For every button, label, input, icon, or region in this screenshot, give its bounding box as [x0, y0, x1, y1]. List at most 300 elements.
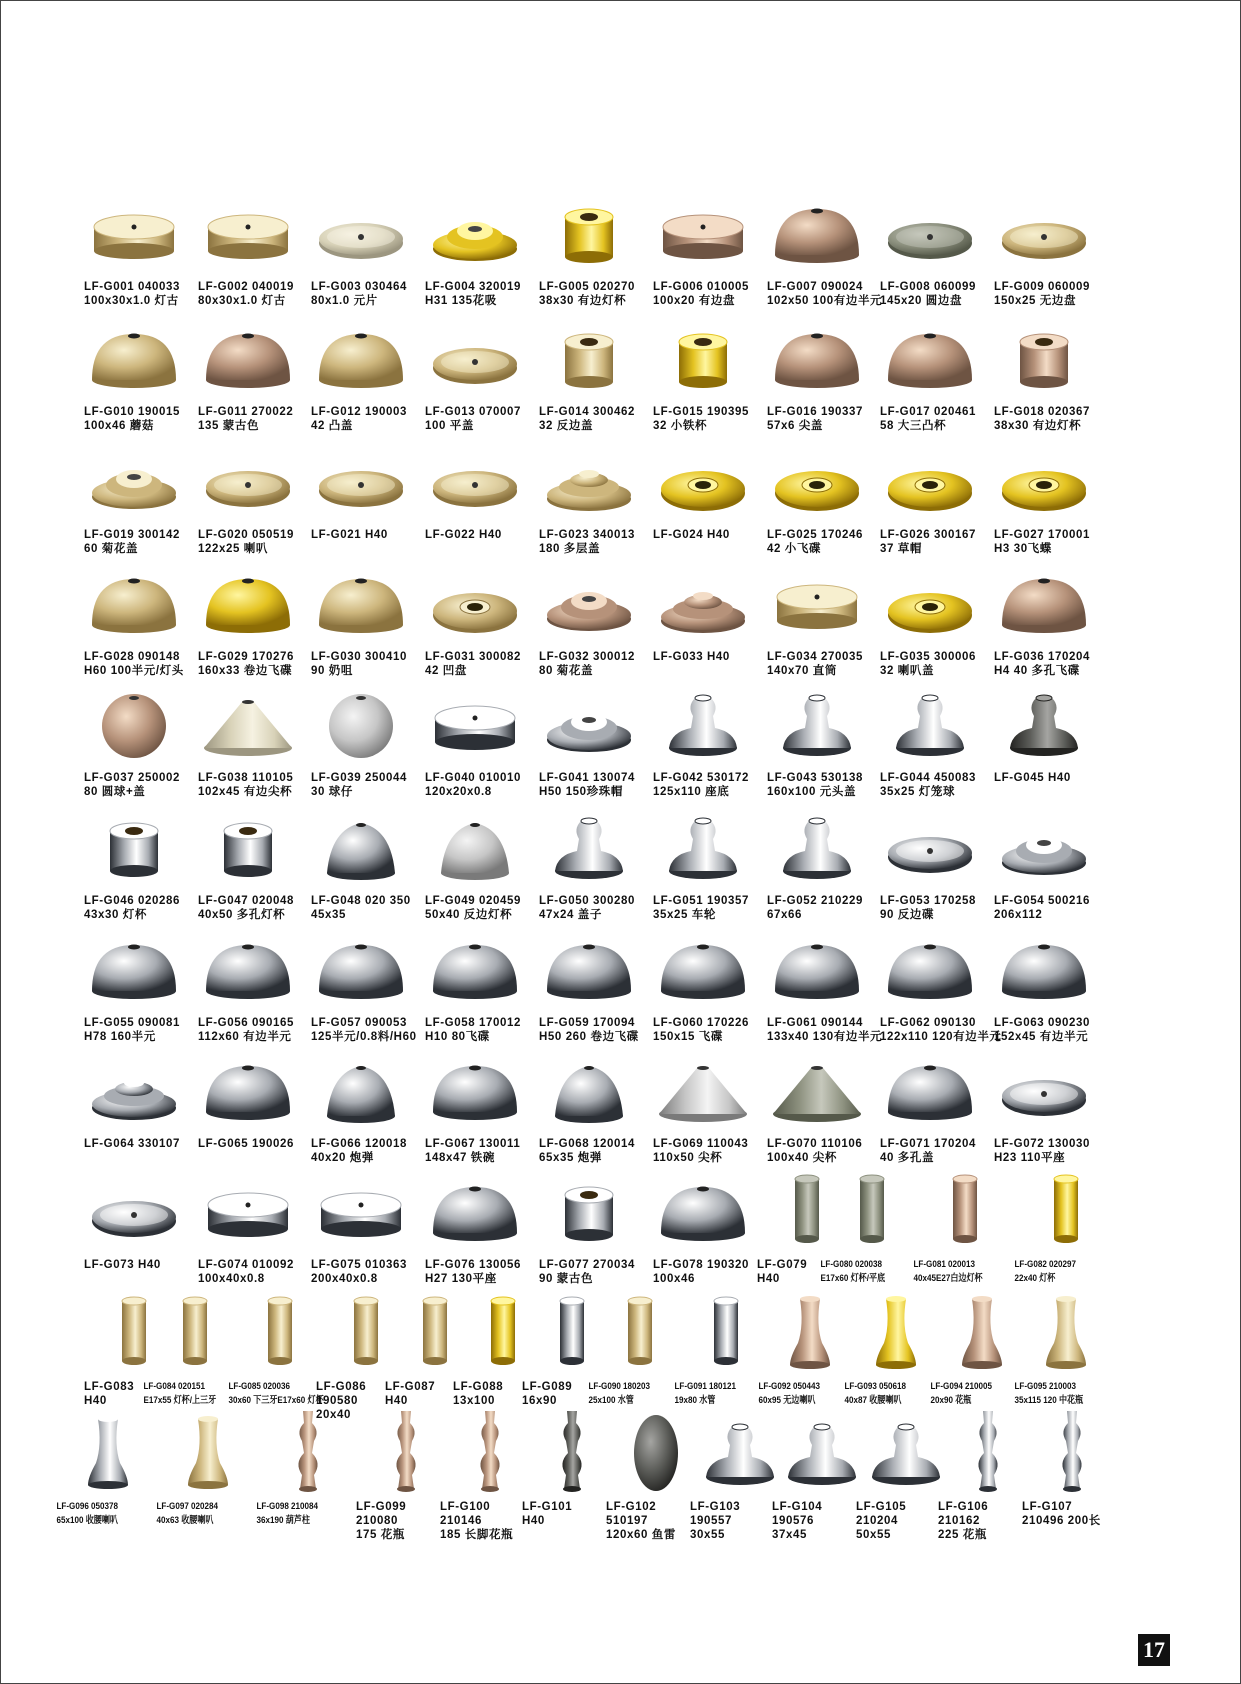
product-item [643, 916, 763, 1044]
product-code: LF-G089 [522, 1381, 573, 1393]
product-photo [415, 1158, 535, 1258]
product-description: 90 蒙古色 [539, 1273, 594, 1285]
product-item [301, 305, 421, 433]
product-description: 47x24 盖子 [539, 909, 602, 921]
product-description: 210146 [440, 1515, 482, 1527]
column-part-image [1012, 1400, 1132, 1500]
product-item [984, 1037, 1104, 1165]
product-description: 100x46 蘑菇 [84, 420, 154, 432]
product-item [984, 305, 1104, 433]
product-code: LF-G039 250044 [311, 772, 407, 784]
product-photo [984, 1037, 1104, 1137]
cone-part-image [188, 671, 308, 771]
product-description: 210080 [356, 1515, 398, 1527]
dome-part-image [870, 916, 990, 1016]
dome-part-image [301, 550, 421, 650]
product-description: 43x30 灯杯 [84, 909, 147, 921]
bell-part-image [301, 794, 421, 894]
product-description: 58 大三凸杯 [880, 420, 947, 432]
product-description: 180 多层盖 [539, 543, 601, 555]
product-code: LF-G074 010092 [198, 1259, 294, 1271]
product-code: LF-G086 [316, 1381, 367, 1393]
product-item [415, 1037, 535, 1165]
product-description: 80x30x1.0 灯古 [198, 295, 286, 307]
product-item [301, 1158, 421, 1286]
product-code: LF-G012 190003 [311, 406, 407, 418]
product-description: H27 130平座 [425, 1273, 497, 1285]
product-code: LF-G048 020 350 [311, 895, 411, 907]
plate-part-image [415, 428, 535, 528]
product-photo [757, 1037, 877, 1137]
product-description: 122x110 120有边半元 [880, 1031, 1002, 1043]
product-photo [301, 794, 421, 894]
product-description: 190576 [772, 1515, 814, 1527]
pedestal-part-image [757, 794, 877, 894]
plate-part-image [870, 794, 990, 894]
product-code: LF-G006 010005 [653, 281, 749, 293]
product-item [1006, 1280, 1126, 1408]
product-code: LF-G104 [772, 1501, 823, 1513]
product-item [415, 671, 535, 799]
product-description: 133x40 130有边半元 [767, 1031, 883, 1043]
product-photo [529, 916, 649, 1016]
cone-part-image [643, 1037, 763, 1137]
product-code: LF-G011 270022 [198, 406, 294, 418]
product-code: LF-G037 250002 [84, 772, 180, 784]
product-code: LF-G078 190320 [653, 1259, 749, 1271]
product-code: LF-G066 120018 [311, 1138, 407, 1150]
product-item [1012, 1400, 1132, 1528]
product-photo [529, 1037, 649, 1137]
product-item [74, 180, 194, 308]
product-photo [870, 1037, 990, 1137]
product-code: LF-G036 170204 [994, 651, 1090, 663]
disc-part-image [74, 180, 194, 280]
product-item [415, 1158, 535, 1286]
product-description: 67x66 [767, 909, 802, 921]
product-photo [984, 794, 1104, 894]
product-item [643, 794, 763, 922]
product-photo [870, 305, 990, 405]
product-code: LF-G022 H40 [425, 529, 502, 541]
product-code: LF-G046 020286 [84, 895, 180, 907]
product-description: 60x95 无边喇叭 [758, 1395, 816, 1406]
product-photo [301, 1158, 421, 1258]
product-code: LF-G107 [1022, 1501, 1073, 1513]
dome-part-image [301, 916, 421, 1016]
dome-part-image [757, 305, 877, 405]
product-photo [188, 1037, 308, 1137]
dome-part-image [984, 916, 1104, 1016]
product-photo [529, 671, 649, 771]
dome-part-image [415, 916, 535, 1016]
product-code: LF-G076 130056 [425, 1259, 521, 1271]
product-item [984, 671, 1104, 785]
product-photo [870, 794, 990, 894]
plate-part-image [188, 428, 308, 528]
product-code: LF-G088 [453, 1381, 504, 1393]
product-description: 60 菊花盖 [84, 543, 139, 555]
product-description: 150x15 飞碟 [653, 1031, 723, 1043]
product-code: LF-G101 [522, 1501, 573, 1513]
product-description: 42 凹盘 [425, 665, 467, 677]
product-description: 102x50 100有边半元 [767, 295, 883, 307]
product-code: LF-G030 300410 [311, 651, 407, 663]
product-photo [188, 428, 308, 528]
product-photo [643, 305, 763, 405]
sphere-part-image [301, 671, 421, 771]
disc-part-image [188, 180, 308, 280]
bell-part-image [415, 794, 535, 894]
dome-part-image [757, 916, 877, 1016]
product-code: LF-G034 270035 [767, 651, 863, 663]
product-photo [188, 305, 308, 405]
product-photo [301, 428, 421, 528]
product-code: LF-G055 090081 [84, 1017, 180, 1029]
product-item [74, 916, 194, 1044]
pedestal-part-image [643, 794, 763, 894]
product-item [870, 794, 990, 922]
ornate-part-image [415, 180, 535, 280]
product-description: H40 [84, 1395, 107, 1407]
product-description: 50x55 [856, 1529, 891, 1541]
product-photo [1006, 1280, 1126, 1380]
product-item [984, 550, 1104, 678]
cup-part-image [74, 794, 194, 894]
dome-part-image [188, 916, 308, 1016]
product-code: LF-G072 130030 [994, 1138, 1090, 1150]
product-description: 135 蒙古色 [198, 420, 260, 432]
product-code: LF-G094 210005 [930, 1381, 993, 1392]
product-description: 57x6 尖盖 [767, 420, 823, 432]
product-code: LF-G077 270034 [539, 1259, 635, 1271]
product-photo [415, 916, 535, 1016]
dome-part-image [757, 180, 877, 280]
product-photo [529, 1158, 649, 1258]
cup-part-image [984, 305, 1104, 405]
product-item [188, 794, 308, 922]
product-description: 38x30 有边灯杯 [994, 420, 1082, 432]
product-code: LF-G009 060009 [994, 281, 1090, 293]
product-code: LF-G064 330107 [84, 1138, 180, 1150]
product-item [757, 305, 877, 433]
product-description: H31 135花吸 [425, 295, 497, 307]
product-description: 65x35 炮弹 [539, 1152, 602, 1164]
product-code: LF-G059 170094 [539, 1017, 635, 1029]
product-description: 145x20 圆边盘 [880, 295, 963, 307]
product-item [870, 671, 990, 799]
product-description: 32 喇叭盖 [880, 665, 935, 677]
product-description: 100x20 有边盘 [653, 295, 736, 307]
product-item [984, 428, 1104, 556]
product-code: LF-G038 110105 [198, 772, 294, 784]
product-code: LF-G073 H40 [84, 1259, 161, 1271]
product-code: LF-G084 020151 [143, 1381, 206, 1392]
product-code: LF-G040 010010 [425, 772, 521, 784]
product-photo [188, 671, 308, 771]
product-description: 120x20x0.8 [425, 786, 492, 798]
product-description: 206x112 [994, 909, 1043, 921]
stack-part-image [643, 550, 763, 650]
product-code: LF-G003 030464 [311, 281, 407, 293]
product-item [643, 428, 763, 542]
product-photo [870, 180, 990, 280]
product-description: H50 150珍珠帽 [539, 786, 623, 798]
ornate-part-image [529, 671, 649, 771]
product-description: 210162 [938, 1515, 980, 1527]
ornate-part-image [529, 550, 649, 650]
product-code: LF-G097 020284 [156, 1501, 219, 1512]
product-description: 125半元/0.8料/H60 [311, 1031, 417, 1043]
product-description: 40x63 收腰喇叭 [156, 1515, 214, 1526]
product-code: LF-G049 020459 [425, 895, 521, 907]
product-photo [415, 305, 535, 405]
product-photo [301, 916, 421, 1016]
vase-part-image [1006, 1280, 1126, 1380]
product-description: 160x100 元头盖 [767, 786, 857, 798]
product-item [188, 550, 308, 678]
product-code: LF-G057 090053 [311, 1017, 407, 1029]
product-code: LF-G102 [606, 1501, 657, 1513]
product-item [415, 794, 535, 922]
product-description: 190580 [316, 1395, 358, 1407]
product-photo [643, 1037, 763, 1137]
product-item [74, 671, 194, 799]
product-code: LF-G054 500216 [994, 895, 1090, 907]
product-photo [870, 428, 990, 528]
product-photo [415, 428, 535, 528]
product-code: LF-G043 530138 [767, 772, 863, 784]
product-description: 210496 200长 [1022, 1515, 1101, 1527]
product-item [415, 305, 535, 433]
product-photo [870, 671, 990, 771]
product-description: H50 260 卷边飞碟 [539, 1031, 639, 1043]
product-item [529, 1158, 649, 1286]
product-code: LF-G024 H40 [653, 529, 730, 541]
product-item [301, 428, 421, 542]
product-description: 152x45 有边半元 [994, 1031, 1089, 1043]
product-code: LF-G051 190357 [653, 895, 749, 907]
pedestal-part-image [984, 671, 1104, 771]
product-code: LF-G002 040019 [198, 281, 294, 293]
product-photo [188, 794, 308, 894]
product-item [643, 550, 763, 664]
product-item [870, 1037, 990, 1165]
plate-part-image [301, 180, 421, 280]
disc-part-image [757, 550, 877, 650]
dome-part-image [188, 305, 308, 405]
product-item [757, 916, 883, 1044]
disc-part-image [301, 1158, 421, 1258]
dome-part-image [415, 1037, 535, 1137]
ring-part-image [415, 550, 535, 650]
product-item [74, 1037, 194, 1151]
product-code: LF-G015 190395 [653, 406, 749, 418]
product-description: 40x20 炮弹 [311, 1152, 374, 1164]
product-item [415, 180, 535, 308]
dome-part-image [74, 916, 194, 1016]
product-description: 13x100 [453, 1395, 495, 1407]
product-item [529, 916, 649, 1044]
product-item [757, 180, 883, 308]
product-description: 125x110 座底 [653, 786, 730, 798]
product-item [188, 916, 308, 1044]
stack-part-image [529, 428, 649, 528]
plate-part-image [74, 1158, 194, 1258]
product-description: 19x80 水管 [674, 1395, 716, 1406]
product-item [301, 916, 421, 1044]
product-item [74, 794, 194, 922]
product-code: LF-G060 170226 [653, 1017, 749, 1029]
product-photo [188, 180, 308, 280]
product-description: 42 小飞碟 [767, 543, 822, 555]
product-item [74, 305, 194, 433]
product-code: LF-G013 070007 [425, 406, 521, 418]
ring-part-image [984, 428, 1104, 528]
ornate-part-image [984, 794, 1104, 894]
product-code: LF-G025 170246 [767, 529, 863, 541]
product-photo [74, 1158, 194, 1258]
product-code: LF-G035 300006 [880, 651, 976, 663]
product-code: LF-G068 120014 [539, 1138, 635, 1150]
product-photo [74, 1037, 194, 1137]
product-description: 65x100 收腰喇叭 [56, 1515, 118, 1526]
product-code: LF-G008 060099 [880, 281, 976, 293]
product-code: LF-G028 090148 [84, 651, 180, 663]
product-description: 50x40 反边灯杯 [425, 909, 513, 921]
product-code: LF-G080 020038 [820, 1259, 883, 1270]
bell-part-image [301, 1037, 421, 1137]
product-code: LF-G014 300462 [539, 406, 635, 418]
product-code: LF-G052 210229 [767, 895, 863, 907]
plate-part-image [984, 1037, 1104, 1137]
product-code: LF-G056 090165 [198, 1017, 294, 1029]
product-description: 160x33 卷边飞碟 [198, 665, 293, 677]
dome-part-image [74, 550, 194, 650]
ring-part-image [870, 550, 990, 650]
product-item [415, 428, 535, 542]
product-item [188, 305, 308, 433]
product-code: LF-G079 [757, 1259, 808, 1271]
product-item [757, 550, 877, 678]
product-item [415, 550, 535, 678]
product-item [529, 794, 649, 922]
product-photo [301, 305, 421, 405]
product-description: 90 反边碟 [880, 909, 935, 921]
product-photo [984, 916, 1104, 1016]
product-code: LF-G041 130074 [539, 772, 635, 784]
product-item [529, 671, 649, 799]
product-description: H40 [757, 1273, 780, 1285]
product-item [643, 305, 763, 433]
product-code: LF-G106 [938, 1501, 989, 1513]
product-description: 16x90 [522, 1395, 557, 1407]
ring-part-image [870, 428, 990, 528]
product-description: 30 球仔 [311, 786, 353, 798]
product-code: LF-G085 020036 [228, 1381, 291, 1392]
product-description: 80x1.0 元片 [311, 295, 378, 307]
product-code: LF-G090 180203 [588, 1381, 651, 1392]
product-code: LF-G020 050519 [198, 529, 294, 541]
pedestal-part-image [870, 671, 990, 771]
product-code: LF-G010 190015 [84, 406, 180, 418]
product-photo [1006, 1158, 1126, 1258]
product-photo [757, 550, 877, 650]
product-item [870, 916, 1002, 1044]
product-code: LF-G033 H40 [653, 651, 730, 663]
product-photo [415, 550, 535, 650]
product-code: LF-G093 050618 [844, 1381, 907, 1392]
product-photo [188, 1158, 308, 1258]
pedestal-part-image [643, 671, 763, 771]
product-description: 210204 [856, 1515, 898, 1527]
product-item [643, 180, 763, 308]
product-item [188, 180, 308, 308]
product-item [301, 1037, 421, 1165]
product-description: 32 反边盖 [539, 420, 594, 432]
product-description: 37 草帽 [880, 543, 922, 555]
product-description: 110x50 尖杯 [653, 1152, 723, 1164]
product-description: H23 110平座 [994, 1152, 1066, 1164]
product-item [870, 428, 990, 556]
product-description: E17x60 灯杯/平底 [820, 1273, 886, 1284]
product-description: 120x60 鱼雷 [606, 1529, 676, 1541]
product-code: LF-G053 170258 [880, 895, 976, 907]
product-photo [643, 671, 763, 771]
product-photo [301, 671, 421, 771]
product-photo [643, 550, 763, 650]
product-photo [529, 794, 649, 894]
product-photo [643, 1158, 763, 1258]
product-code: LF-G017 020461 [880, 406, 976, 418]
product-code: LF-G087 [385, 1381, 436, 1393]
product-item [188, 1037, 308, 1151]
product-photo [757, 794, 877, 894]
product-code: LF-G070 110106 [767, 1138, 863, 1150]
product-photo [415, 794, 535, 894]
product-item [757, 794, 877, 922]
product-description: 148x47 铁碗 [425, 1152, 495, 1164]
product-code: LF-G069 110043 [653, 1138, 749, 1150]
product-code: LF-G095 210003 [1014, 1381, 1077, 1392]
product-code: LF-G099 [356, 1501, 407, 1513]
product-description: 122x25 喇叭 [198, 543, 268, 555]
product-photo [74, 180, 194, 280]
product-description: 140x70 直筒 [767, 665, 837, 677]
product-code: LF-G021 H40 [311, 529, 388, 541]
dome-part-image [984, 550, 1104, 650]
product-item [643, 1158, 763, 1286]
product-photo [984, 671, 1104, 771]
product-item [74, 428, 194, 556]
product-photo [529, 428, 649, 528]
product-code: LF-G096 050378 [56, 1501, 119, 1512]
product-item [74, 550, 194, 678]
product-code: LF-G061 090144 [767, 1017, 863, 1029]
product-code: LF-G016 190337 [767, 406, 863, 418]
product-code: LF-G007 090024 [767, 281, 863, 293]
product-code: LF-G067 130011 [425, 1138, 521, 1150]
product-code: LF-G083 [84, 1381, 135, 1393]
cup-part-image [188, 794, 308, 894]
product-description: E17x55 灯杯/上三牙 [143, 1395, 217, 1406]
product-code: LF-G062 090130 [880, 1017, 976, 1029]
product-photo [529, 305, 649, 405]
product-photo [529, 180, 649, 280]
product-item [301, 671, 421, 799]
product-photo [74, 794, 194, 894]
product-description: H4 40 多孔飞碟 [994, 665, 1080, 677]
